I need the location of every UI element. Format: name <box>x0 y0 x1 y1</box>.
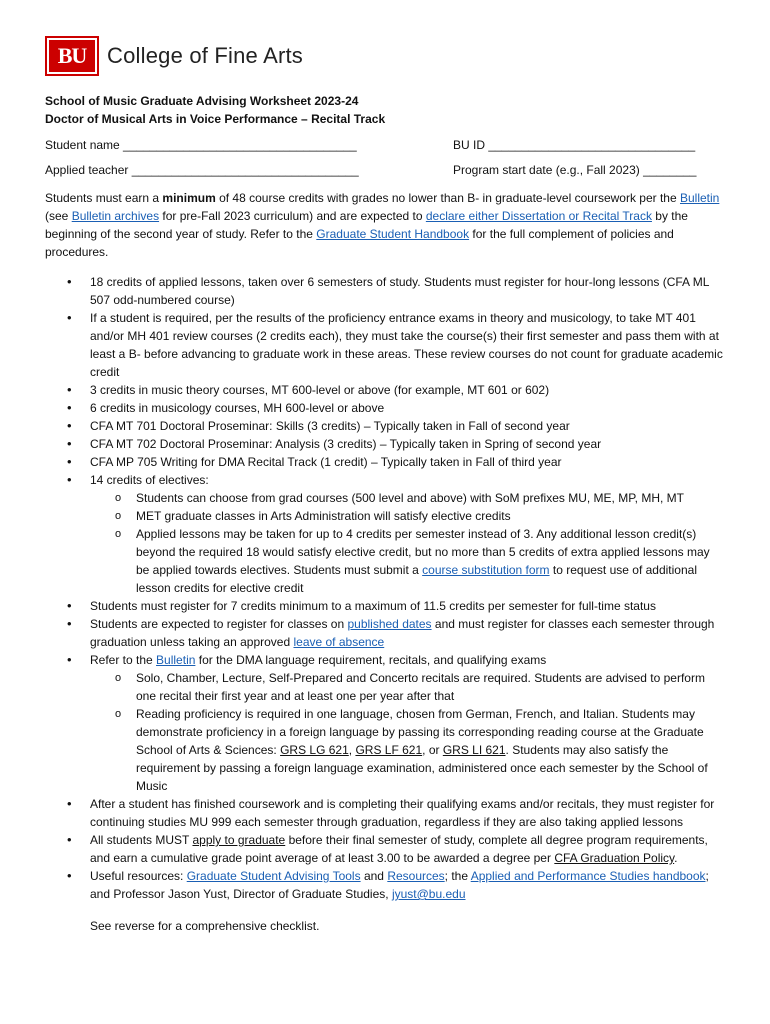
list-item: • If a student is required, per the results of the proficiency entrance exams in theory and musicology, to take MT 401 and/or MH 401 review courses (2 credits each), they must take the course(s) their first semester and pass them with at least a B- before advancing to graduate work in these areas. These review courses do not count for graduate academic credit <box>45 309 725 381</box>
sublist-item: o Solo, Chamber, Lecture, Self-Prepared and Concerto recitals are required. Students are advised to perform one recital their first year and at least one per year after that <box>90 669 725 705</box>
sublist-item: o Reading proficiency is required in one language, chosen from German, French, and Italian. Students may demonstrate proficiency in a foreign language by passing its corresponding reading course at the Graduate School of Arts & Sciences: GRS LG 621, GRS LF 621, or GRS LI 621. Students may also satisfy the requirement by passing a foreign language examination, administered once each semester by the School of Music <box>90 705 725 795</box>
bulletin-link[interactable]: Bulletin <box>680 191 720 205</box>
requirements-list <box>45 273 725 903</box>
leave-of-absence-link[interactable]: leave of absence <box>293 635 385 649</box>
graduate-handbook-link[interactable]: Graduate Student Handbook <box>316 227 470 241</box>
language-requirement-item: • Refer to the Bulletin for the DMA language requirement, recitals, and qualifying exams o Solo, Chamber, Lecture, Self-Prepared and Concerto recitals are required. Students are advised to perform one recital their first year and at least one per year after that o Reading proficiency is required in one language, chosen from German, French, and Italian. Students may demonstrate proficiency in a foreign language by passing its corresponding reading course at the Graduate School of Arts & Sciences: GRS LG 621, GRS LF 621, or GRS LI 621. Students may also satisfy the requirement by passing a foreign language examination, administered once each semester by the School of Music <box>45 651 725 795</box>
bu-logo-mark: BU <box>45 36 99 76</box>
list-item: • 6 credits in musicology courses, MH 600-level or above <box>45 399 725 417</box>
applied-teacher-field[interactable]: Applied teacher __________________________________ <box>45 163 359 177</box>
list-item: • 18 credits of applied lessons, taken over 6 semesters of study. Students must register for hour-long lessons (CFA ML 507 odd-numbered course) <box>45 273 725 309</box>
grs-lg-621-link[interactable]: GRS LG 621 <box>280 743 349 757</box>
list-item: • Students are expected to register for classes on published dates and must register for classes each semester through graduation unless taking an approved leave of absence <box>45 615 725 651</box>
email-link[interactable]: jyust@bu.edu <box>391 887 466 901</box>
list-item: • Useful resources: Graduate Student Advising Tools and Resources; the Applied and Performance Studies handbook; and Professor Jason Yust, Director of Graduate Studies, jyust@bu.edu <box>45 867 725 903</box>
title-line-2: Doctor of Musical Arts in Voice Performance – Recital Track <box>45 112 386 126</box>
list-item: • CFA MT 701 Doctoral Proseminar: Skills (3 credits) – Typically taken in Fall of second year <box>45 417 725 435</box>
list-item: • After a student has finished coursework and is completing their qualifying exams and/or recitals, they must register for continuing studies MU 999 each semester through graduation, regardless if they are also taking applied lessons <box>45 795 725 831</box>
grs-li-621-link[interactable]: GRS LI 621 <box>442 743 506 757</box>
published-dates-link[interactable]: published dates <box>347 617 432 631</box>
sublist-item: o MET graduate classes in Arts Administration will satisfy elective credits <box>90 507 725 525</box>
bu-cfa-logo <box>45 36 303 76</box>
bu-id-field[interactable]: BU ID _______________________________ <box>453 138 696 152</box>
document-body <box>45 92 725 935</box>
recitals-sublist <box>90 669 725 795</box>
bulletin-archives-link[interactable]: Bulletin archives <box>71 209 160 223</box>
cfa-graduation-policy-link[interactable]: CFA Graduation Policy <box>554 851 675 865</box>
course-substitution-form-link[interactable]: course substitution form <box>422 563 550 577</box>
student-name-field[interactable]: Student name ___________________________________ <box>45 138 357 152</box>
apply-to-graduate-link[interactable]: apply to graduate <box>192 833 286 847</box>
bulletin-link-2[interactable]: Bulletin <box>156 653 196 667</box>
resources-link[interactable]: Resources <box>387 869 445 883</box>
title-line-1: School of Music Graduate Advising Worksheet 2023-24 <box>45 94 359 108</box>
list-item: • CFA MP 705 Writing for DMA Recital Track (1 credit) – Typically taken in Fall of third year <box>45 453 725 471</box>
intro-paragraph: Students must earn a minimum of 48 course credits with grades no lower than B- in graduate-level coursework per the Bulletin (see Bulletin archives for pre-Fall 2023 curriculum) and are expected to declare either Dissertation or Recital Track by the beginning of the second year of study. Refer to the Graduate Student Handbook for the full complement of policies and procedures. <box>45 191 720 259</box>
college-name: College of Fine Arts <box>107 43 303 68</box>
student-fields <box>45 136 725 179</box>
electives-item: • 14 credits of electives: o Students can choose from grad courses (500 level and above) with SoM prefixes MU, ME, MP, MH, MT o MET graduate classes in Arts Administration will satisfy elective credits o Applied lessons may be taken for up to 4 credits per semester instead of 3. Any additional lesson credit(s) beyond the required 18 would satisfy elective credit, but no more than 5 credits of extra applied lessons may be applied towards electives. Students must submit a course substitution form to request use of additional lesson credits for elective credit <box>45 471 725 597</box>
list-item: • 3 credits in music theory courses, MT 600-level or above (for example, MT 601 or 602) <box>45 381 725 399</box>
performance-studies-handbook-link[interactable]: Applied and Performance Studies handbook <box>470 869 706 883</box>
declare-track-link[interactable]: declare either Dissertation or Recital Track <box>425 209 652 223</box>
reverse-note: See reverse for a comprehensive checklist. <box>90 919 320 933</box>
grs-lf-621-link[interactable]: GRS LF 621 <box>355 743 423 757</box>
sublist-item: o Students can choose from grad courses (500 level and above) with SoM prefixes MU, ME, MP, MH, MT <box>90 489 725 507</box>
advising-tools-link[interactable]: Graduate Student Advising Tools <box>186 869 361 883</box>
list-item: • All students MUST apply to graduate before their final semester of study, complete all degree program requirements, and earn a cumulative grade point average of at least 3.00 to be awarded a degree per CFA Graduation Policy. <box>45 831 725 867</box>
document-title <box>45 92 725 128</box>
program-start-field[interactable]: Program start date (e.g., Fall 2023) ________ <box>453 163 697 177</box>
sublist-item: o Applied lessons may be taken for up to 4 credits per semester instead of 3. Any additional lesson credit(s) beyond the required 18 would satisfy elective credit, but no more than 5 credits of extra applied lessons may be applied towards electives. Students must submit a course substitution form to request use of additional lesson credits for elective credit <box>90 525 725 597</box>
list-item: • CFA MT 702 Doctoral Proseminar: Analysis (3 credits) – Typically taken in Spring of second year <box>45 435 725 453</box>
electives-sublist <box>90 489 725 597</box>
minimum-emphasis: minimum <box>162 191 216 205</box>
list-item: • Students must register for 7 credits minimum to a maximum of 11.5 credits per semester for full-time status <box>45 597 725 615</box>
